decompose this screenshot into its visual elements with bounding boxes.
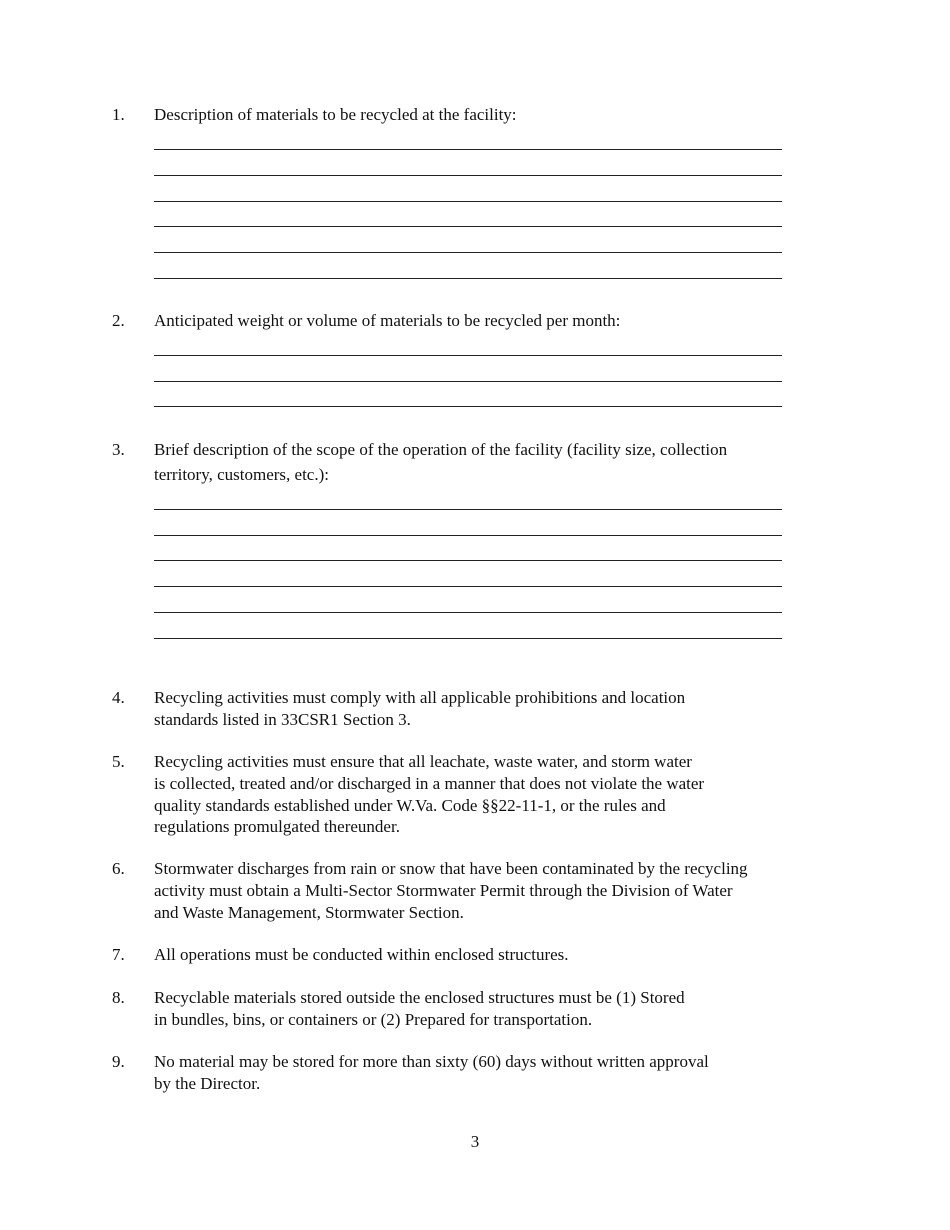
item-6-text-line-2: activity must obtain a Multi-Sector Stormwater Permit through the Division of Water <box>154 881 733 900</box>
item-3-answer-line[interactable] <box>154 509 782 510</box>
item-1-answer-line[interactable] <box>154 149 782 150</box>
item-8-text-line-2: in bundles, bins, or containers or (2) Prepared for transportation. <box>154 1010 593 1029</box>
item-9-text-line-1: No material may be stored for more than sixty (60) days without written approval <box>154 1052 709 1071</box>
item-3-answer-line[interactable] <box>154 535 782 536</box>
item-1-answer-line[interactable] <box>154 226 782 227</box>
item-3-answer-line[interactable] <box>154 586 782 587</box>
item-1-answer-line[interactable] <box>154 175 782 176</box>
item-9-number: 9. <box>112 1052 125 1071</box>
item-1-text: Description of materials to be recycled at the facility: <box>154 105 517 124</box>
item-6-text-line-1: Stormwater discharges from rain or snow that have been contaminated by the recycling <box>154 859 748 878</box>
item-7-number: 7. <box>112 945 125 964</box>
page-number: 3 <box>470 1132 480 1151</box>
item-6-number: 6. <box>112 859 125 878</box>
item-3-answer-line[interactable] <box>154 638 782 639</box>
item-1-answer-line[interactable] <box>154 252 782 253</box>
item-8-text-line-1: Recyclable materials stored outside the enclosed structures must be (1) Stored <box>154 988 685 1007</box>
item-3-answer-line[interactable] <box>154 612 782 613</box>
item-2-answer-line[interactable] <box>154 406 782 407</box>
item-3-text-line-1: Brief description of the scope of the operation of the facility (facility size, collection <box>154 440 728 459</box>
item-2-answer-line[interactable] <box>154 355 782 356</box>
item-2-text: Anticipated weight or volume of materials to be recycled per month: <box>154 311 621 330</box>
item-2-number: 2. <box>112 311 125 330</box>
item-5-text-line-4: regulations promulgated thereunder. <box>154 817 400 836</box>
item-4-text-line-2: standards listed in 33CSR1 Section 3. <box>154 710 411 729</box>
item-5-text-line-3: quality standards established under W.Va. Code §§22-11-1, or the rules and <box>154 796 666 815</box>
item-1-number: 1. <box>112 105 125 124</box>
item-5-text-line-2: is collected, treated and/or discharged in a manner that does not violate the water <box>154 774 705 793</box>
item-3-number: 3. <box>112 440 125 459</box>
item-5-text-line-1: Recycling activities must ensure that all leachate, waste water, and storm water <box>154 752 692 771</box>
item-3-text-line-2: territory, customers, etc.): <box>154 465 329 484</box>
item-3-answer-line[interactable] <box>154 560 782 561</box>
item-7-text: All operations must be conducted within enclosed structures. <box>154 945 569 964</box>
item-2-answer-line[interactable] <box>154 381 782 382</box>
item-5-number: 5. <box>112 752 125 771</box>
item-1-answer-line[interactable] <box>154 278 782 279</box>
item-9-text-line-2: by the Director. <box>154 1074 261 1093</box>
item-6-text-line-3: and Waste Management, Stormwater Section. <box>154 903 464 922</box>
item-4-number: 4. <box>112 688 125 707</box>
item-8-number: 8. <box>112 988 125 1007</box>
item-1-answer-line[interactable] <box>154 201 782 202</box>
item-4-text-line-1: Recycling activities must comply with all applicable prohibitions and location <box>154 688 686 707</box>
